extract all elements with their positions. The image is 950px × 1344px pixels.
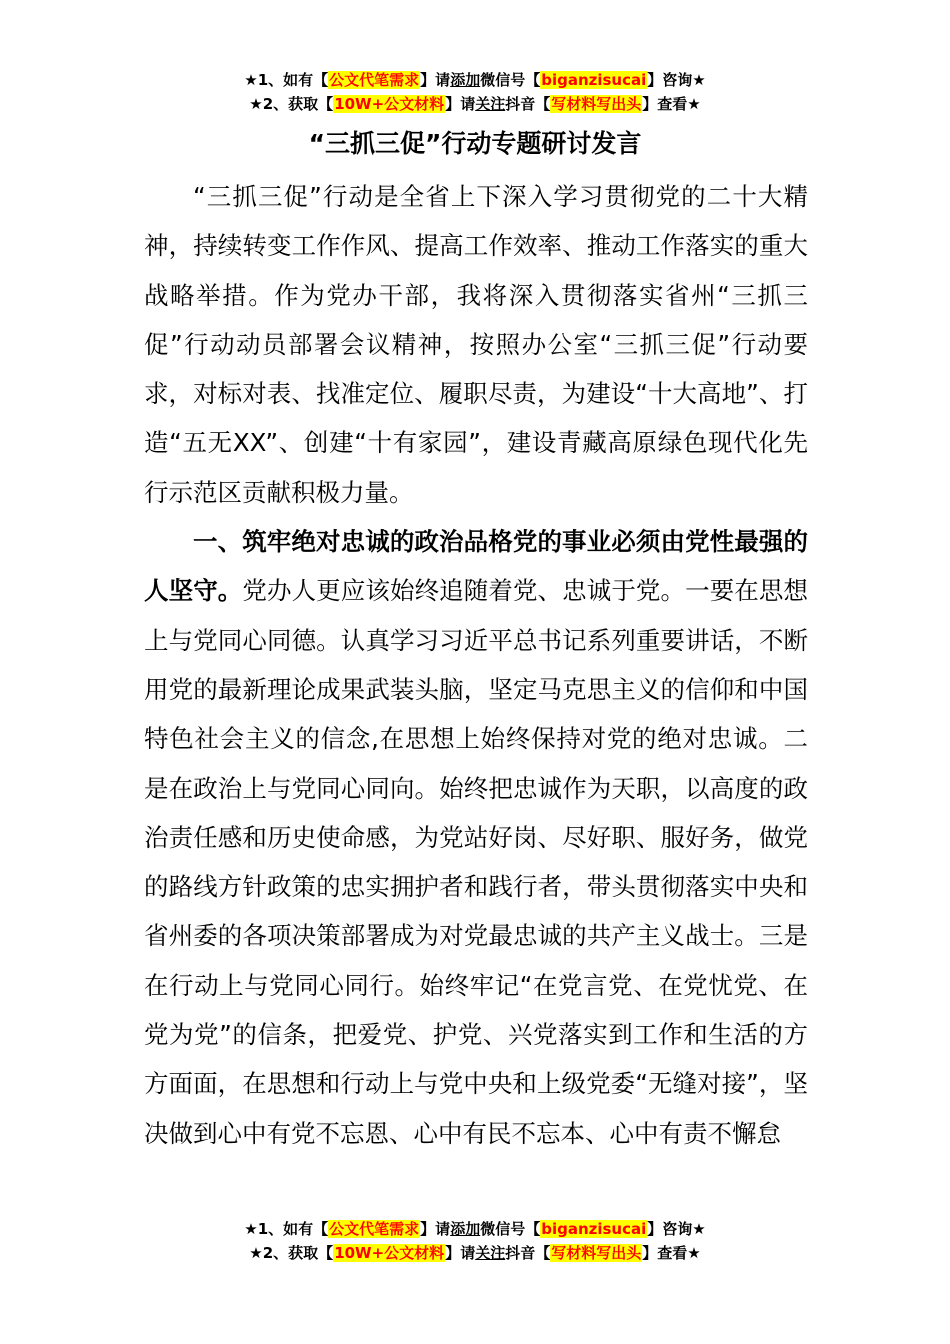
banner-highlight: 写材料写出头 (551, 1244, 642, 1262)
section-1-body: 党办人更应该始终追随着党、忠诚于党。一要在思想上与党同心同德。认真学习习近平总书记系列重要讲话，不断用党的最新理论成果武装头脑，坚定马克思主义的信仰和中国特色社会主义的信念,在思想上始终保持对党的绝对忠诚。二是在政治上与党同心同向。始终把忠诚作为天职，以高度的政治责任感和历史使命感，为党站好岗、尽好职、服好务，做党的路线方针政策的忠实拥护者和践行者，带头贯彻落实中央和省州委的各项决策部署成为对党最忠诚的共产主义战士。三是在行动上与党同心同行。始终牢记“在党言党、在党忧党、在党为党”的信条，把爱党、护党、兴党落实到工作和生活的方方面面，在思想和行动上与党中央和上级党委“无缝对接”，坚决做到心中有党不忘恩、心中有民不忘本、心中有责不懈怠 (144, 576, 809, 1148)
banner-text: 】查看★ (642, 95, 701, 113)
banner-text: ★1、如有【 (244, 71, 329, 89)
footer-banner (0, 1218, 950, 1266)
banner-text: 微信号【 (480, 71, 541, 89)
section-1-paragraph (144, 517, 808, 1158)
banner-underline: 添加 (450, 1220, 481, 1238)
banner-line-1 (0, 69, 950, 93)
banner-highlight: 写材料写出头 (551, 95, 642, 113)
banner-text: 】查看★ (642, 1244, 701, 1262)
banner-text: 】请 (420, 71, 451, 89)
section-1-heading: 一、筑牢绝对忠诚的政治品格党的事业必须由党性最强的人坚守。 (144, 527, 808, 606)
banner-highlight: 公文代笔需求 (329, 71, 420, 89)
banner-highlight: biganzisucai (541, 1220, 647, 1238)
banner-text: ★1、如有【 (244, 1220, 329, 1238)
banner-line-2 (0, 1242, 950, 1266)
header-banner (0, 69, 950, 117)
banner-highlight: 10W+公文材料 (334, 95, 445, 113)
banner-text: 抖音【 (505, 1244, 551, 1262)
banner-text: 】咨询★ (647, 1220, 706, 1238)
banner-line-1 (0, 1218, 950, 1242)
banner-text: 抖音【 (505, 95, 551, 113)
document-body (144, 172, 808, 1158)
banner-line-2 (0, 93, 950, 117)
banner-text: 微信号【 (480, 1220, 541, 1238)
banner-underline: 添加 (450, 71, 481, 89)
banner-text: 】咨询★ (647, 71, 706, 89)
banner-text: ★2、获取【 (249, 95, 334, 113)
banner-text: ★2、获取【 (249, 1244, 334, 1262)
banner-highlight: 公文代笔需求 (329, 1220, 420, 1238)
banner-underline: 关注 (475, 95, 506, 113)
banner-highlight: biganzisucai (541, 71, 647, 89)
banner-highlight: 10W+公文材料 (334, 1244, 445, 1262)
intro-paragraph: “三抓三促”行动是全省上下深入学习贯彻党的二十大精神，持续转变工作作风、提高工作效率、推动工作落实的重大战略举措。作为党办干部，我将深入贯彻落实省州“三抓三促”行动动员部署会议精神，按照办公室“三抓三促”行动要求，对标对表、找准定位、履职尽责，为建设“十大高地”、打造“五无XX”、创建“十有家园”，建设青藏高原绿色现代化先行示范区贡献积极力量。 (144, 182, 808, 507)
banner-text: 】请 (420, 1220, 451, 1238)
banner-text: 】请 (445, 1244, 476, 1262)
document-title: “三抓三促”行动专题研讨发言 (308, 129, 642, 158)
banner-underline: 关注 (475, 1244, 506, 1262)
banner-text: 】请 (445, 95, 476, 113)
